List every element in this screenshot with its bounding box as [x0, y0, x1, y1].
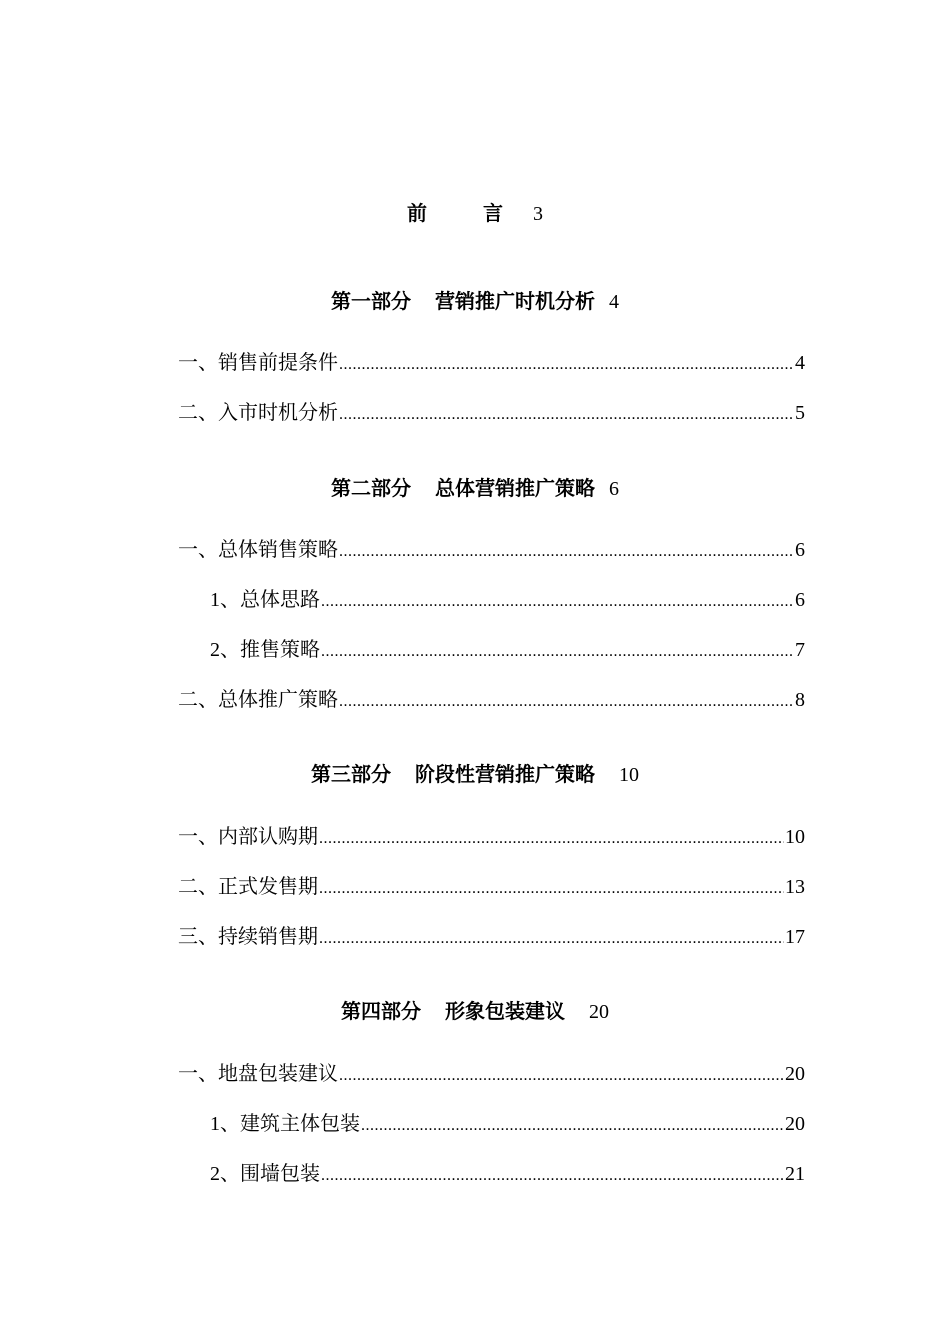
toc-entry-label: [210, 1109, 360, 1138]
toc-entry-text: 、推售策略: [220, 637, 320, 661]
toc-entry-text: 、总体思路: [220, 587, 320, 611]
dot-leader: [339, 351, 794, 379]
toc-entry: [178, 398, 805, 429]
toc-entry: [210, 1159, 805, 1190]
toc-entry: [178, 535, 805, 566]
toc-entry-label: 三、持续销售期: [178, 924, 318, 948]
part-page: 4: [608, 291, 619, 313]
toc-entry: [210, 585, 805, 616]
part-page: 10: [619, 764, 639, 786]
toc-entry: [178, 822, 805, 853]
toc-entry-label: 一、总体销售策略: [178, 537, 338, 561]
toc-entry: [178, 1059, 805, 1090]
toc-entry-text: 、围墙包装: [220, 1161, 320, 1185]
dot-leader: [319, 825, 784, 853]
preface-title-a: 前: [407, 201, 427, 225]
dot-leader: [321, 1162, 784, 1190]
part-title: 总体营销推广策略: [435, 476, 596, 500]
part-page: 6: [608, 478, 619, 500]
toc-entry-label: 一、内部认购期: [178, 824, 318, 848]
toc-entry: [178, 872, 805, 903]
toc-entry-label: [210, 635, 320, 664]
dot-leader: [339, 538, 794, 566]
toc-entry-index: 1: [210, 1113, 220, 1135]
toc-entry-page: 6: [795, 539, 805, 561]
dot-leader: [321, 588, 794, 616]
toc-entry-page: 7: [795, 639, 805, 661]
toc-entry-page: 20: [785, 1113, 805, 1135]
dot-leader: [319, 925, 784, 953]
toc-entry-page: 8: [795, 689, 805, 711]
toc-entry-page: 21: [785, 1163, 805, 1185]
toc-entry-label: [210, 585, 320, 614]
part-title: 阶段性营销推广策略: [415, 762, 595, 786]
toc-entry-label: 二、入市时机分析: [178, 400, 338, 424]
part-label: 第二部分: [331, 476, 412, 500]
toc-entry-label: 二、正式发售期: [178, 874, 318, 898]
part-title: 形象包装建议: [445, 999, 565, 1023]
toc-entry-page: 10: [785, 826, 805, 848]
toc-entry-page: 17: [785, 926, 805, 948]
dot-leader: [339, 401, 794, 429]
toc-entry-label: 一、地盘包装建议: [178, 1061, 338, 1085]
toc-entry: [178, 348, 805, 379]
toc-entry-page: 6: [795, 589, 805, 611]
part-page: 20: [589, 1001, 609, 1023]
toc-entry-page: 20: [785, 1063, 805, 1085]
toc-entry-label: 一、销售前提条件: [178, 350, 338, 374]
toc-entry-page: 4: [795, 352, 805, 374]
dot-leader: [339, 1062, 784, 1090]
dot-leader: [361, 1112, 784, 1140]
toc-entry-label: 二、总体推广策略: [178, 687, 338, 711]
toc-heading-part-3: [0, 760, 950, 789]
toc-heading-part-1: [0, 287, 950, 316]
toc-entry-page: 13: [785, 876, 805, 898]
preface-page: 3: [533, 203, 543, 225]
part-label: 第四部分: [341, 999, 421, 1023]
toc-entry: [210, 1109, 805, 1140]
toc-entry-index: 1: [210, 589, 220, 611]
toc-entry-text: 、建筑主体包装: [220, 1111, 360, 1135]
toc-heading-part-4: [0, 997, 950, 1026]
dot-leader: [321, 638, 794, 666]
toc-entry-label: [210, 1159, 320, 1188]
part-label: 第一部分: [331, 289, 412, 313]
toc-heading-preface: [0, 199, 950, 228]
toc-entry-page: 5: [795, 402, 805, 424]
dot-leader: [339, 688, 794, 716]
preface-title-b: 言: [483, 201, 503, 225]
toc-heading-part-2: [0, 474, 950, 503]
toc-entry-index: 2: [210, 1163, 220, 1185]
toc-entry: [178, 922, 805, 953]
part-title: 营销推广时机分析: [435, 289, 596, 313]
toc-entry-index: 2: [210, 639, 220, 661]
dot-leader: [319, 875, 784, 903]
toc-entry: [210, 635, 805, 666]
part-label: 第三部分: [311, 762, 391, 786]
toc-entry: [178, 685, 805, 716]
